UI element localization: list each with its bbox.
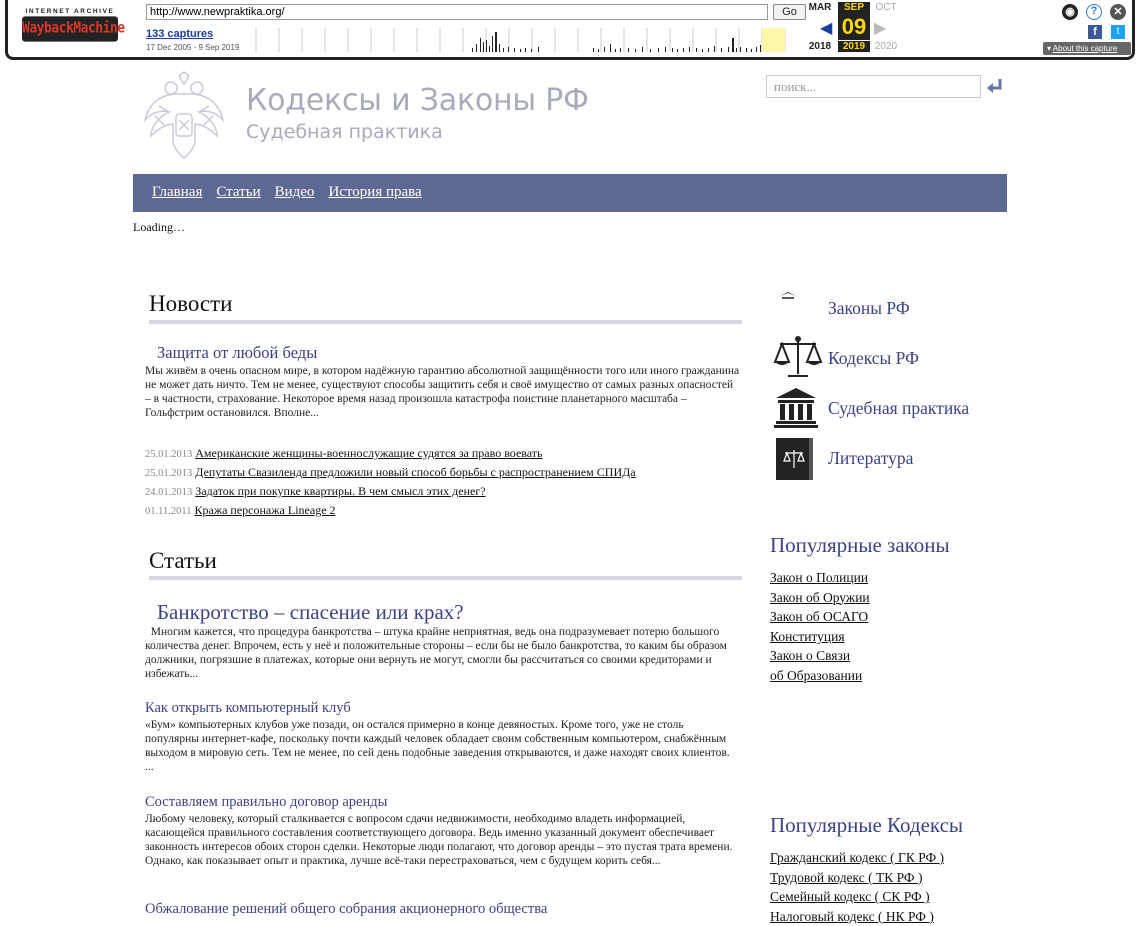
pen-icon: [772, 284, 824, 330]
popular-laws-list: [770, 568, 870, 686]
courthouse-icon: [772, 384, 824, 430]
popular-codes-list: [770, 848, 944, 926]
article-featured-text: Многим кажется, что процедура банкротства – штука крайне неприятная, ведь она подразумевает потерю большого количества денег. Впрочем, есть у неё и положительные стороны – если бы не было банкротства, то каким бы образом должники, погрязшие в платежах, которые они вернуть не могут, смогли бы рассчитаться со своими кредиторами и избежать...: [145, 626, 730, 680]
category-literature[interactable]: [772, 434, 1022, 480]
category-label: Законы РФ: [828, 298, 910, 318]
captures-link[interactable]: 133 captures: [146, 28, 214, 40]
list-item[interactable]: об Образовании: [770, 667, 863, 683]
search-submit-icon[interactable]: [985, 76, 1005, 96]
news-link[interactable]: Кража персонажа Lineage 2: [194, 503, 336, 517]
prev-capture-arrow-icon[interactable]: ◀: [820, 20, 833, 37]
list-item[interactable]: Налоговый кодекс ( НК РФ ): [770, 908, 934, 924]
site-subtitle: Судебная практика: [246, 121, 443, 143]
list-item[interactable]: Закон об ОСАГО: [770, 609, 869, 625]
next-month-label: OCT: [875, 2, 897, 13]
prev-month-label[interactable]: MAR: [808, 2, 832, 13]
list-item[interactable]: Закон об Оружии: [770, 589, 870, 605]
news-date: 25.01.2013: [145, 449, 193, 460]
news-item: [145, 503, 336, 518]
articles-divider: [149, 576, 742, 580]
news-featured-title[interactable]: Защита от любой беды: [157, 343, 318, 362]
help-icon[interactable]: ?: [1086, 4, 1102, 20]
article-featured-title[interactable]: Банкротство – спасение или крах?: [157, 600, 464, 624]
nav-item-law-history[interactable]: История права: [328, 184, 422, 200]
article-text: «Бум» компьютерных клубов уже позади, он остался примерно в конце девяностых. Кроме того, уже не столь популярны интернет-кафе, поскольку почти каждый человек обладает своим собственным компьютером, снабжённым выходом в мировую сеть. Тем не менее, по сей день подобные заведения открываются, и даже находят своих клиентов. ...: [145, 719, 730, 773]
nav-item-articles[interactable]: Статьи: [216, 184, 261, 200]
search-input[interactable]: поиск...: [766, 75, 981, 98]
category-label: Литература: [828, 448, 914, 468]
current-year-label: 2019: [838, 41, 870, 52]
nav-item-video[interactable]: Видео: [274, 184, 315, 200]
twitter-icon[interactable]: t: [1111, 25, 1125, 39]
news-date: 01.11.2011: [145, 506, 192, 517]
internet-archive-label: INTERNET ARCHIVE: [25, 8, 115, 15]
news-link[interactable]: Задаток при покупке квартиры. В чем смысл этих денег?: [195, 484, 486, 498]
user-icon[interactable]: ◉: [1062, 4, 1078, 20]
category-codes[interactable]: [772, 334, 1022, 380]
nav-item-home[interactable]: Главная: [152, 184, 203, 200]
law-book-icon: [772, 434, 824, 480]
capture-date-range: 17 Dec 2005 - 9 Sep 2019: [146, 43, 240, 52]
news-date: 25.01.2013: [145, 468, 193, 479]
article-text: Любому человеку, который сталкивается с вопросом сдачи недвижимости, необходимо владеть информацией, касающейся правильного составления соответствующего договора. Ведь именно указанный документ обеспечивает законность интересов обоих сторон сделки. Некоторые люди полагают, что договор аренды – это пустая трата времени. Однако, как показывает опыт и практика, лучше всё-таки перестраховаться, чем с будущем корить себя...: [145, 813, 733, 867]
category-laws[interactable]: [772, 284, 1022, 330]
list-item[interactable]: Трудовой кодекс ( ТК РФ ): [770, 869, 923, 885]
coat-of-arms-logo[interactable]: [143, 72, 225, 160]
loading-text: Loading…: [133, 220, 185, 234]
news-item: [145, 465, 636, 480]
popular-codes-heading: Популярные Кодексы: [770, 813, 964, 837]
wayback-logo[interactable]: [22, 8, 125, 44]
article-title[interactable]: Как открыть компьютерный клуб: [145, 700, 351, 716]
news-heading: Новости: [149, 291, 233, 316]
list-item[interactable]: Семейный кодекс ( СК РФ ): [770, 889, 930, 905]
close-icon[interactable]: ✕: [1110, 4, 1126, 20]
current-day: 09: [838, 14, 870, 40]
category-label: Кодексы РФ: [828, 348, 919, 368]
about-capture-label: About this capture: [1052, 44, 1118, 53]
list-item[interactable]: Конституция: [770, 628, 845, 644]
about-capture-button[interactable]: ▾ About this capture: [1043, 42, 1131, 55]
list-item[interactable]: Закон о Полиции: [770, 570, 869, 585]
main-nav: [133, 174, 1007, 212]
wayback-go-button[interactable]: Go: [773, 4, 806, 20]
list-item[interactable]: Гражданский кодекс ( ГК РФ ): [770, 850, 945, 865]
current-month-label: SEP: [838, 2, 870, 14]
wayback-toolbar: [5, 0, 1135, 60]
prev-year-label[interactable]: 2018: [808, 41, 832, 52]
category-court-practice[interactable]: [772, 384, 1022, 430]
wayback-url-input[interactable]: http://www.newpraktika.org/: [146, 4, 768, 20]
facebook-icon[interactable]: f: [1088, 25, 1102, 39]
popular-laws-heading: Популярные законы: [770, 533, 950, 557]
news-divider: [149, 320, 742, 324]
list-item[interactable]: Закон о Связи: [770, 648, 851, 664]
site-title[interactable]: Кодексы и Законы РФ: [246, 83, 589, 118]
news-item: [145, 484, 486, 499]
article-title[interactable]: Обжалование решений общего собрания акционерного общества: [145, 901, 548, 917]
news-item: [145, 446, 543, 461]
next-year-label: 2020: [874, 41, 898, 52]
news-date: 24.01.2013: [145, 487, 193, 498]
articles-heading: Статьи: [149, 548, 217, 573]
wayback-machine-label: WaybackMachine: [22, 16, 118, 41]
article-title[interactable]: Составляем правильно договор аренды: [145, 794, 388, 810]
next-capture-arrow-icon: ▶: [874, 20, 887, 37]
category-label: Судебная практика: [828, 398, 970, 418]
news-featured-text: Мы живём в очень опасном мире, в котором надёжную гарантию абсолютной защищённости того или иного гражданина не может дать ничто. Тем не менее, существуют способы защитить себя и своё имущество от самых разных опасностей – в частности, страхование. Некоторое время назад произошла катастрофа поистине планетарного масштаба – Гольфстрим остановился. Вполне...: [145, 365, 740, 419]
scales-icon: [772, 334, 824, 380]
captures-sparkline[interactable]: [246, 26, 804, 54]
news-link[interactable]: Депутаты Свазиленда предложили новый способ борьбы с распространением СПИДа: [195, 465, 636, 479]
news-link[interactable]: Американские женщины-военнослужащие судятся за право воевать: [195, 446, 543, 460]
